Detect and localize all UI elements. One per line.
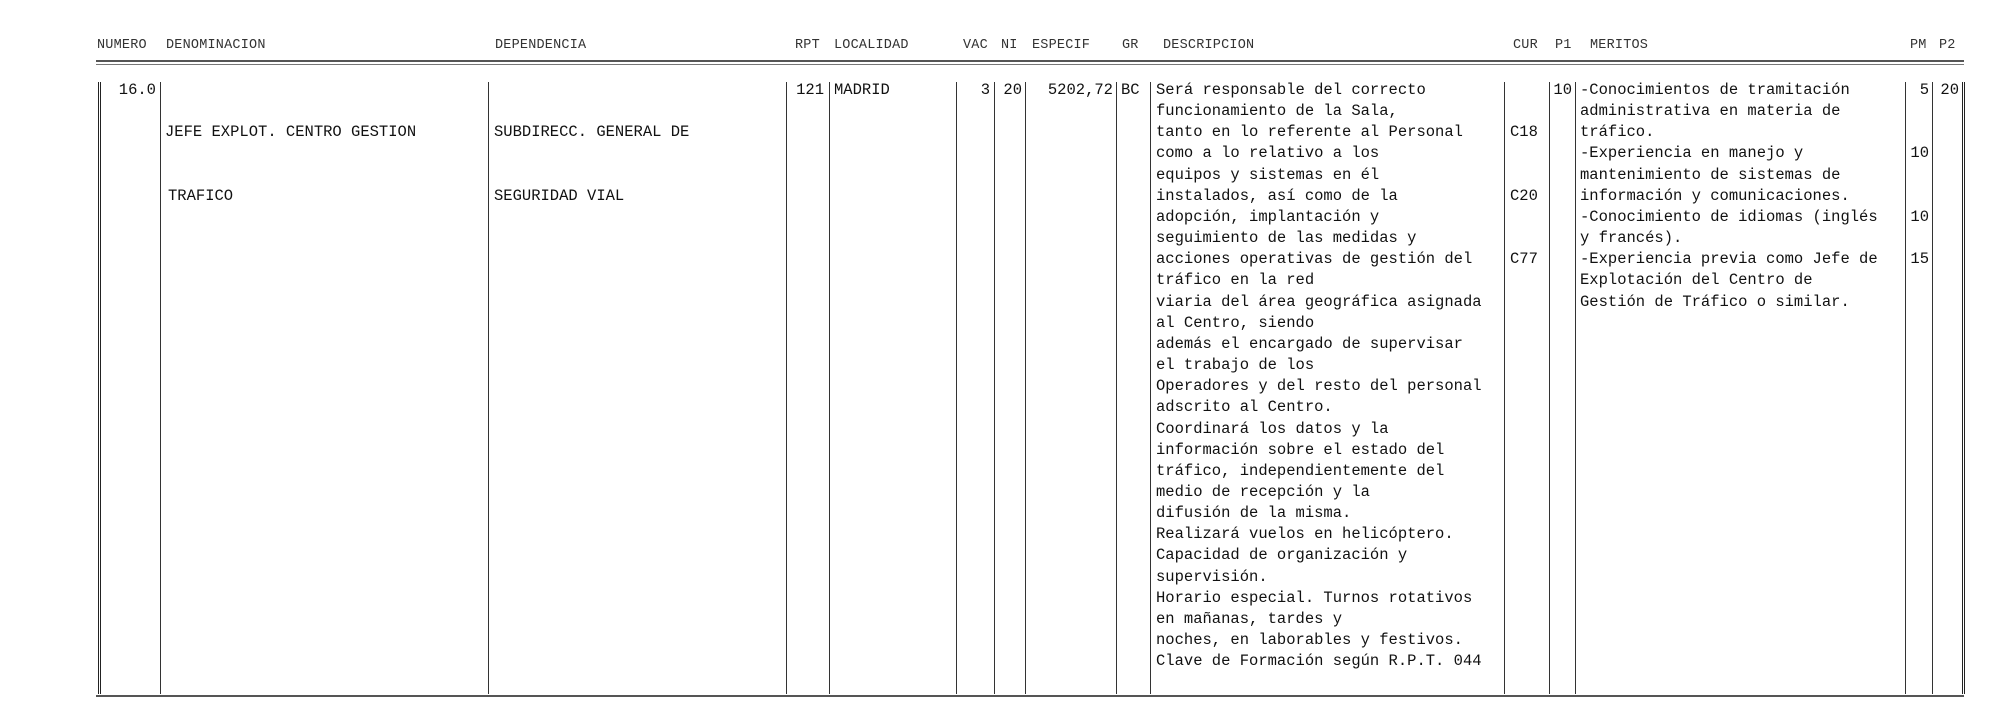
descripcion-line: supervisión. xyxy=(1156,567,1268,586)
meritos-line: tráfico. xyxy=(1580,123,1655,142)
col-sep-pm xyxy=(1932,82,1933,694)
curso-code: C77 xyxy=(1510,250,1538,269)
pm-value xyxy=(1907,101,1929,122)
denominacion-line: TRAFICO xyxy=(168,186,234,205)
header-denominacion: DENOMINACION xyxy=(166,38,266,53)
header-localidad: LOCALIDAD xyxy=(834,38,909,53)
denominacion-line: JEFE EXPLOT. CENTRO GESTION xyxy=(165,123,417,142)
cell-rpt: 121 xyxy=(796,81,824,99)
col-sep-cur xyxy=(1549,82,1550,694)
descripcion-line: Coordinará los datos y la xyxy=(1156,419,1389,438)
pm-value: 10 xyxy=(1910,144,1929,163)
descripcion-line: funcionamiento de la Sala, xyxy=(1156,102,1398,121)
cell-descripcion xyxy=(1156,80,1482,672)
header-rpt: RPT xyxy=(795,38,820,53)
header-gr: GR xyxy=(1122,38,1139,53)
descripcion-line: el trabajo de los xyxy=(1156,356,1315,375)
pm-value xyxy=(1907,165,1929,186)
meritos-line: -Conocimiento de idiomas (inglés xyxy=(1580,207,1878,226)
meritos-line: -Conocimientos de tramitación xyxy=(1580,81,1850,99)
descripcion-line: instalados, así como de la xyxy=(1156,186,1398,205)
meritos-line: mantenimiento de sistemas de xyxy=(1580,165,1841,184)
descripcion-line: información sobre el estado del xyxy=(1156,440,1445,459)
cell-especif: 5202,72 xyxy=(1047,81,1113,99)
header-rule-top xyxy=(96,60,1964,62)
descripcion-line: Capacidad de organización y xyxy=(1156,546,1408,565)
descripcion-line: medio de recepción y la xyxy=(1156,482,1370,501)
col-sep-dependencia xyxy=(786,82,787,694)
descripcion-line: tráfico, independientemente del xyxy=(1156,461,1445,480)
cell-vac: 3 xyxy=(980,81,990,99)
cell-p1: 10 xyxy=(1553,81,1572,99)
header-pm: PM xyxy=(1910,38,1927,53)
table-bottom-rule xyxy=(96,695,1964,697)
meritos-line: Gestión de Tráfico o similar. xyxy=(1580,292,1850,311)
descripcion-line: además el encargado de supervisar xyxy=(1156,334,1463,353)
col-sep-denominacion xyxy=(488,82,489,694)
col-sep-especif xyxy=(1116,82,1117,694)
meritos-line: y francés). xyxy=(1580,229,1683,248)
descripcion-line: noches, en laborables y festivos. xyxy=(1156,631,1463,650)
cell-gr: BC xyxy=(1121,81,1140,99)
header-vac: VAC xyxy=(963,38,988,53)
descripcion-line: al Centro, siendo xyxy=(1156,313,1315,332)
header-rule-bottom xyxy=(96,64,1964,65)
dependencia-line: SEGURIDAD VIAL xyxy=(494,186,625,205)
descripcion-line: Horario especial. Turnos rotativos xyxy=(1156,588,1473,607)
col-sep-vac xyxy=(994,82,995,694)
descripcion-line: adscrito al Centro. xyxy=(1156,398,1333,417)
descripcion-line: acciones operativas de gestión del xyxy=(1156,250,1473,269)
descripcion-line: adopción, implantación y xyxy=(1156,207,1380,226)
col-sep-ni xyxy=(1025,82,1026,694)
cell-numero: 16.0 xyxy=(118,81,156,99)
descripcion-line: Realizará vuelos en helicóptero. xyxy=(1156,525,1454,544)
curso-code: C20 xyxy=(1510,186,1538,205)
cell-p2: 20 xyxy=(1940,81,1959,99)
descripcion-line: en mañanas, tardes y xyxy=(1156,609,1343,628)
header-cur: CUR xyxy=(1513,38,1538,53)
descripcion-line: viaria del área geográfica asignada xyxy=(1156,292,1482,311)
meritos-line: -Experiencia previa como Jefe de xyxy=(1580,250,1878,269)
pm-value xyxy=(1907,122,1929,143)
col-sep-right-border xyxy=(1962,82,1965,694)
meritos-line: -Experiencia en manejo y xyxy=(1580,144,1804,163)
col-sep-p1 xyxy=(1575,82,1576,694)
header-ni: NI xyxy=(1001,38,1018,53)
header-p2: P2 xyxy=(1939,38,1956,53)
descripcion-line: tanto en lo referente al Personal xyxy=(1156,123,1463,142)
header-dependencia: DEPENDENCIA xyxy=(495,38,587,53)
pm-value: 15 xyxy=(1910,250,1929,269)
col-sep-gr xyxy=(1150,82,1151,694)
descripcion-line: tráfico en la red xyxy=(1156,271,1315,290)
col-sep-left-border xyxy=(98,82,101,694)
pm-value xyxy=(1907,228,1929,249)
header-descripcion: DESCRIPCION xyxy=(1163,38,1255,53)
col-sep-localidad xyxy=(956,82,957,694)
col-sep-rpt xyxy=(829,82,830,694)
pm-value: 10 xyxy=(1910,207,1929,226)
cell-ni: 20 xyxy=(1003,81,1022,99)
cell-pm xyxy=(1907,80,1929,270)
descripcion-line: Será responsable del correcto xyxy=(1156,81,1426,99)
col-sep-numero xyxy=(160,82,161,694)
cell-localidad: MADRID xyxy=(834,81,890,99)
cell-meritos xyxy=(1580,80,1878,313)
header-meritos: MERITOS xyxy=(1590,38,1649,53)
curso-code: C18 xyxy=(1510,123,1538,142)
cell-dependencia xyxy=(494,80,689,228)
col-sep-descripcion xyxy=(1504,82,1505,694)
pm-value xyxy=(1907,186,1929,207)
descripcion-line: como a lo relativo a los xyxy=(1156,144,1380,163)
header-especif: ESPECIF xyxy=(1032,38,1091,53)
header-p1: P1 xyxy=(1555,38,1572,53)
descripcion-line: seguimiento de las medidas y xyxy=(1156,229,1417,248)
dependencia-line: SUBDIRECC. GENERAL DE xyxy=(494,123,690,142)
cell-denominacion xyxy=(165,80,416,228)
col-sep-meritos xyxy=(1905,82,1906,694)
descripcion-line: Operadores y del resto del personal xyxy=(1156,377,1482,396)
pm-value: 5 xyxy=(1919,81,1929,99)
meritos-line: información y comunicaciones. xyxy=(1580,186,1850,205)
cell-cursos xyxy=(1510,80,1538,292)
meritos-line: administrativa en materia de xyxy=(1580,102,1841,121)
descripcion-line: difusión de la misma. xyxy=(1156,504,1352,523)
meritos-line: Explotación del Centro de xyxy=(1580,271,1813,290)
descripcion-line: equipos y sistemas en él xyxy=(1156,165,1380,184)
descripcion-line: Clave de Formación según R.P.T. 044 xyxy=(1156,652,1482,671)
header-numero: NUMERO xyxy=(97,38,147,53)
